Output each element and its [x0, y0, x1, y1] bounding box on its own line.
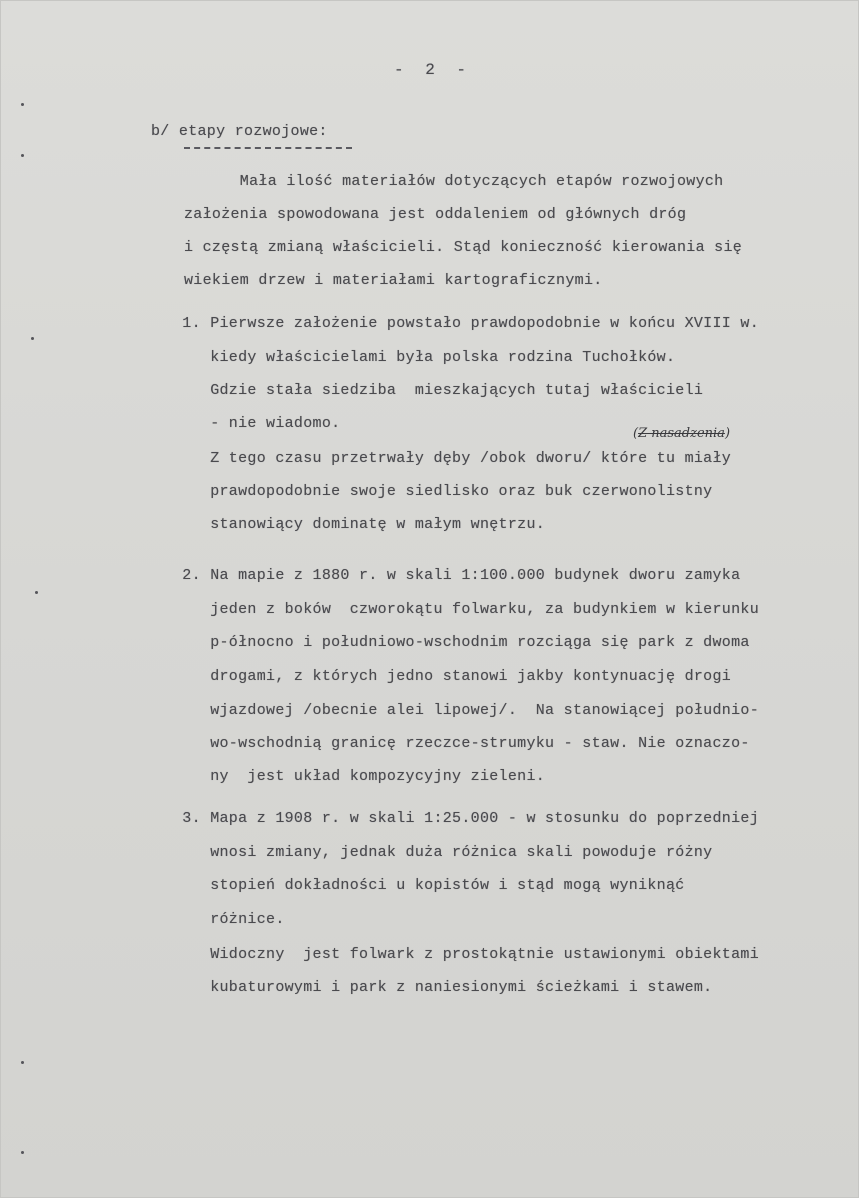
- page-number: - 2 -: [394, 61, 473, 79]
- binder-hole-mark: [21, 154, 24, 157]
- list-item-line: drogami, z których jedno stanowi jakby kontynuację drogi: [173, 668, 732, 685]
- text-line: założenia spowodowana jest oddaleniem od głównych dróg: [184, 206, 687, 223]
- list-item-line: kubaturowymi i park z naniesionymi ścieżkami i stawem.: [173, 979, 713, 996]
- list-item-line: 1. Pierwsze założenie powstało prawdopodobnie w końcu XVIII w.: [173, 315, 759, 332]
- section-heading: b/ etapy rozwojowe:: [151, 123, 328, 140]
- binder-hole-mark: [31, 337, 34, 340]
- text-line: i częstą zmianą właścicieli. Stąd konieczność kierowania się: [184, 239, 743, 256]
- list-item-line: 2. Na mapie z 1880 r. w skali 1:100.000 budynek dworu zamyka: [173, 567, 741, 584]
- list-item-line: Z tego czasu przetrwały dęby /obok dworu/ które tu miały: [173, 450, 732, 467]
- list-item-line: prawdopodobnie swoje siedlisko oraz buk czerwonolistny: [173, 483, 713, 500]
- list-item-line: stanowiący dominatę w małym wnętrzu.: [173, 516, 546, 533]
- list-item-line: jeden z boków czworokątu folwarku, za budynkiem w kierunku: [173, 601, 759, 618]
- heading-underline: [184, 147, 352, 149]
- list-item-line: stopień dokładności u kopistów i stąd mogą wyniknąć: [173, 877, 685, 894]
- text-line: wiekiem drzew i materiałami kartograficznymi.: [184, 272, 603, 289]
- binder-hole-mark: [35, 591, 38, 594]
- list-item-line: ny jest układ kompozycyjny zieleni.: [173, 768, 546, 785]
- handwritten-note: (Z nasadzenia): [633, 426, 731, 441]
- list-item-line: - nie wiadomo.: [173, 415, 341, 432]
- list-item-line: różnice.: [173, 911, 285, 928]
- list-item-line: p-ółnocno i południowo-wschodnim rozciąga się park z dwoma: [173, 634, 750, 651]
- binder-hole-mark: [21, 1061, 24, 1064]
- binder-hole-mark: [21, 103, 24, 106]
- list-item-line: Gdzie stała siedziba mieszkających tutaj właścicieli: [173, 382, 704, 399]
- list-item-line: Widoczny jest folwark z prostokątnie ustawionymi obiektami: [173, 946, 759, 963]
- list-item-line: wo-wschodnią granicę rzeczce-strumyku - staw. Nie oznaczo-: [173, 735, 750, 752]
- list-item-line: kiedy właścicielami była polska rodzina Tuchołków.: [173, 349, 676, 366]
- text-line: Mała ilość materiałów dotyczących etapów rozwojowych: [184, 173, 724, 190]
- list-item-line: wnosi zmiany, jednak duża różnica skali powoduje różny: [173, 844, 713, 861]
- list-item-line: 3. Mapa z 1908 r. w skali 1:25.000 - w stosunku do poprzedniej: [173, 810, 759, 827]
- list-item-line: wjazdowej /obecnie alei lipowej/. Na stanowiącej południo-: [173, 702, 759, 719]
- binder-hole-mark: [21, 1151, 24, 1154]
